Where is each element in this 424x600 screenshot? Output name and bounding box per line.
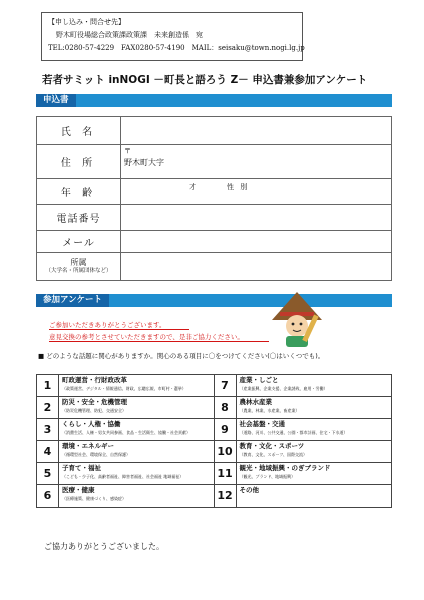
topic-sub: （こども・少子化、高齢者福祉、障害者福祉、社会福祉 地域福祉） xyxy=(62,474,184,479)
topic-sub: （消費生活、人権・男女共同参画、食品・生活衛生、協働・社会貢献） xyxy=(62,430,190,435)
topic-number: 9 xyxy=(215,419,237,440)
topic-number: 10 xyxy=(215,441,237,462)
email-label: メール xyxy=(37,231,121,253)
contact-heading: 【申し込み・問合せ先】 xyxy=(48,18,125,26)
topic-title: 産業・しごと xyxy=(239,376,279,384)
topic-option[interactable] xyxy=(215,463,392,484)
topic-sub: （観光、ブランド、地域振興） xyxy=(239,474,296,479)
topics-row xyxy=(37,397,391,419)
page-title: 若者サミット inNOGI －町長と語ろう Z－ 申込書兼参加アンケート xyxy=(42,74,368,86)
topic-title: 教育・文化・スポーツ xyxy=(239,442,305,450)
topic-number: 1 xyxy=(37,375,59,396)
topic-option[interactable] xyxy=(215,419,392,440)
topic-number: 5 xyxy=(37,463,59,484)
affiliation-sub: （大学名・所属団体など） xyxy=(45,267,112,274)
topic-number: 11 xyxy=(215,463,237,484)
topics-row xyxy=(37,441,391,463)
age-unit: 才 xyxy=(189,183,196,191)
topic-text xyxy=(237,441,311,462)
topic-text xyxy=(237,397,303,418)
contact-box xyxy=(41,12,303,61)
topic-sub: （道路、河川、公共交通、公園・都市計画、住宅・下水道） xyxy=(239,430,348,435)
postal-mark: 〒 xyxy=(124,147,131,155)
topics-row xyxy=(37,485,391,507)
topics-row xyxy=(37,419,391,441)
topic-sub: （防災危機管理、防犯、交通安全） xyxy=(62,408,126,413)
topic-option[interactable] xyxy=(37,419,215,440)
mascot-icon xyxy=(270,290,324,348)
topic-text xyxy=(59,397,130,418)
topic-text xyxy=(237,419,351,440)
email-field[interactable] xyxy=(121,231,392,253)
address-field[interactable] xyxy=(121,145,392,179)
topics-row xyxy=(37,375,391,397)
section-label-application: 申込書 xyxy=(36,94,76,107)
topic-option[interactable] xyxy=(37,375,215,396)
section-band-application xyxy=(36,94,392,107)
topic-title: 農林水産業 xyxy=(239,398,272,406)
affiliation-field[interactable] xyxy=(121,253,392,281)
topic-sub: （農業、林業、水産業、畜産業） xyxy=(239,408,300,413)
topic-text xyxy=(237,463,334,484)
name-field[interactable] xyxy=(121,117,392,145)
topic-text xyxy=(237,485,263,507)
affiliation-label: 所属 xyxy=(70,257,87,267)
topic-title: その他 xyxy=(239,486,259,494)
topic-option[interactable] xyxy=(37,441,215,462)
topic-option[interactable] xyxy=(37,463,215,484)
topic-number: 6 xyxy=(37,485,59,507)
topic-title: 子育て・福祉 xyxy=(62,464,101,472)
topic-text xyxy=(59,463,186,484)
survey-note-1: ご参加いただきありがとうございます。 xyxy=(49,321,166,329)
phone-field[interactable] xyxy=(121,205,392,231)
address-value: 野木町大字 xyxy=(124,158,164,167)
topic-option[interactable] xyxy=(37,397,215,418)
topic-number: 3 xyxy=(37,419,59,440)
topic-title: 医療・健康 xyxy=(62,486,95,494)
name-label: 氏 名 xyxy=(37,117,121,145)
topic-sub: （政策運営、デジタル・情報通信、財政、広聴広報、市町村・選挙） xyxy=(62,386,186,391)
contact-org: 野木町役場総合政策課政策課 未来創造係 宛 xyxy=(56,31,203,39)
topic-text xyxy=(59,485,129,507)
topic-text xyxy=(237,375,331,396)
topic-sub: （医療施策、健康づくり、感染症） xyxy=(62,496,126,501)
topic-title: 社会基盤・交通 xyxy=(239,420,285,428)
topic-title: 環境・エネルギー xyxy=(62,442,114,450)
topic-sub: （循環型社会、環境保全、自然保護） xyxy=(62,452,130,457)
note-underline-2 xyxy=(49,341,269,342)
topic-text xyxy=(59,375,189,396)
topic-sub: （教育、文化、スポーツ、国際交流） xyxy=(239,452,308,457)
gender-label: 性 別 xyxy=(227,183,250,191)
topic-option[interactable] xyxy=(215,441,392,462)
topic-option[interactable] xyxy=(215,397,392,418)
section-label-survey: 参加アンケート xyxy=(36,294,109,307)
address-label: 住 所 xyxy=(37,145,121,179)
topic-option[interactable] xyxy=(215,485,392,507)
phone-label: 電話番号 xyxy=(37,205,121,231)
note-underline-1 xyxy=(49,329,189,330)
section-band-survey xyxy=(36,294,392,307)
topic-title: くらし・人権・協働 xyxy=(62,420,121,428)
topic-number: 2 xyxy=(37,397,59,418)
application-form xyxy=(36,116,392,281)
topic-option[interactable] xyxy=(215,375,392,396)
topic-title: 観光・地域振興・のぎブランド xyxy=(239,464,331,472)
topic-number: 8 xyxy=(215,397,237,418)
thanks-message: ご協力ありがとうございました。 xyxy=(44,542,164,551)
topic-number: 12 xyxy=(215,485,237,507)
survey-question: ■ どのような話題に関心がありますか。関心のある項目に〇をつけてください(〇はいくつでも)。 xyxy=(38,352,325,360)
age-label: 年 齢 xyxy=(37,179,121,205)
topic-text xyxy=(59,419,193,440)
topic-sub: （産業振興、企業支援、企業誘致、雇用・労働） xyxy=(239,386,328,391)
contact-phone-line: TEL:0280-57-4229 FAX0280-57-4190 MAIL：seisaku@town.nogi.lg.jp xyxy=(48,44,305,52)
topics-row xyxy=(37,463,391,485)
topic-number: 7 xyxy=(215,375,237,396)
topic-text xyxy=(59,441,133,462)
topic-title: 防災・安全・危機管理 xyxy=(62,398,127,406)
topic-option[interactable] xyxy=(37,485,215,507)
age-gender-field[interactable] xyxy=(121,179,392,205)
topic-title: 町政運営・行財政改革 xyxy=(62,376,127,384)
survey-note-2: 意見交換の参考とさせていただきますので、是非ご協力ください。 xyxy=(49,333,244,341)
affiliation-cell xyxy=(37,253,121,281)
topic-number: 4 xyxy=(37,441,59,462)
topics-grid xyxy=(36,374,392,508)
